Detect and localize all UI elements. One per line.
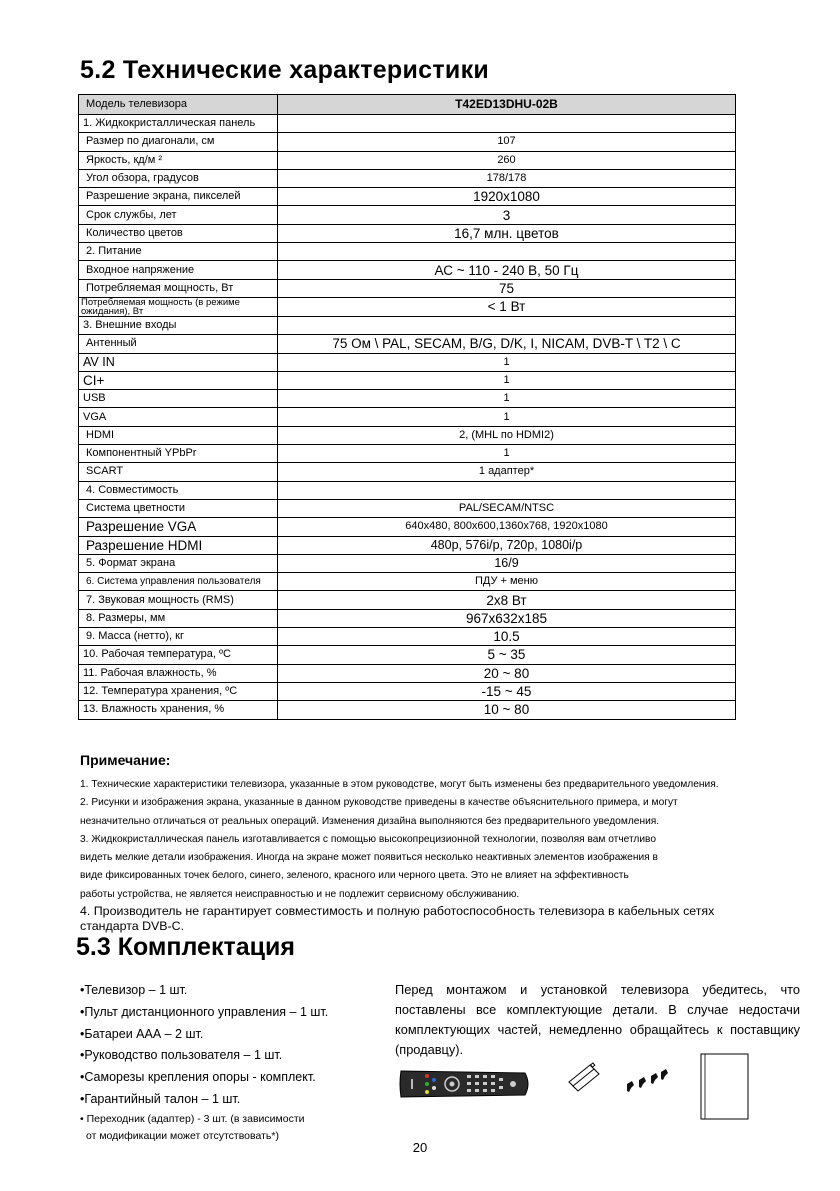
spec-label: 6. Система управления пользователя — [79, 573, 278, 591]
spec-label: 8. Размеры, мм — [79, 609, 278, 627]
spec-label: 2. Питание — [79, 243, 278, 261]
spec-value: 2x8 Вт — [278, 591, 736, 609]
batteries-icon — [566, 1062, 602, 1092]
spec-label: Яркость, кд/м ² — [79, 151, 278, 169]
spec-value: 480p, 576i/p, 720p, 1080i/p — [278, 536, 736, 554]
table-row — [79, 609, 736, 627]
remote-control-icon — [397, 1065, 532, 1103]
spec-label: 3. Внешние входы — [79, 316, 278, 334]
spec-label: 12. Температура хранения, ºС — [79, 682, 278, 700]
spec-label: VGA — [79, 408, 278, 426]
table-row — [79, 297, 736, 316]
table-row — [79, 390, 736, 408]
specs-header-model: T42ED13DHU-02B — [278, 95, 736, 115]
spec-value: 20 ~ 80 — [278, 664, 736, 682]
spec-value: 1 адаптер* — [278, 463, 736, 481]
spec-value: 5 ~ 35 — [278, 646, 736, 664]
list-item: •Руководство пользователя – 1 шт. — [80, 1048, 283, 1063]
spec-label: 7. Звуковая мощность (RMS) — [79, 591, 278, 609]
table-row — [79, 499, 736, 517]
manual-booklet-icon — [700, 1053, 750, 1121]
spec-label: 4. Совместимость — [79, 481, 278, 499]
spec-value: 16/9 — [278, 554, 736, 572]
table-row — [79, 115, 736, 133]
table-row — [79, 371, 736, 389]
note-line: 2. Рисунки и изображения экрана, указанные в данном руководстве приведены в качестве объяснительного примера, и могут — [80, 797, 678, 809]
spec-label: Потребляемая мощность, Вт — [79, 279, 278, 297]
spec-value: -15 ~ 45 — [278, 682, 736, 700]
spec-label: Компонентный YPbPr — [79, 445, 278, 463]
kit-list — [80, 980, 380, 1145]
note-line: незначительно отличаться от реальных операций. Изменения дизайна выполняются без предварительного уведомления. — [80, 815, 660, 827]
spec-value: < 1 Вт — [278, 297, 736, 316]
table-row — [79, 664, 736, 682]
note-line: 3. Жидкокристаллическая панель изготавливается с помощью высокопрецизионной технологии, позволяя вам отчетливо — [80, 833, 657, 845]
spec-label: Антенный — [79, 335, 278, 353]
spec-value — [278, 316, 736, 334]
note-line: работы устройства, не является неисправностью и не подлежит сервисному обслуживанию. — [80, 888, 520, 900]
spec-label: 11. Рабочая влажность, % — [79, 664, 278, 682]
spec-label: 1. Жидкокристаллическая панель — [79, 115, 278, 133]
spec-label: Количество цветов — [79, 224, 278, 242]
spec-label: Потребляемая мощность (в режиме ожидания), Вт — [79, 297, 278, 316]
list-item: •Телевизор – 1 шт. — [80, 983, 188, 997]
page-number: 20 — [412, 1140, 428, 1155]
notes-title: Примечание: — [80, 752, 171, 768]
table-row — [79, 701, 736, 719]
spec-value: 2, (MHL по HDMI2) — [278, 426, 736, 444]
spec-label: Система цветности — [79, 499, 278, 517]
table-row — [79, 554, 736, 572]
spec-value: 75 — [278, 279, 736, 297]
table-row — [79, 151, 736, 169]
specs-header-row — [79, 95, 736, 115]
section-kit-title: 5.3 Комплектация — [76, 933, 295, 961]
spec-label: AV IN — [79, 353, 278, 371]
notes-block — [80, 776, 800, 934]
table-row — [79, 463, 736, 481]
table-row — [79, 481, 736, 499]
spec-label: HDMI — [79, 426, 278, 444]
table-row — [79, 133, 736, 151]
table-row — [79, 408, 736, 426]
note-line: 1. Технические характеристики телевизора, указанные в этом руководстве, могут быть изменены без предварительного уведомления. — [80, 779, 719, 790]
table-row — [79, 573, 736, 591]
table-row — [79, 261, 736, 279]
spec-value: ПДУ + меню — [278, 573, 736, 591]
table-row — [79, 316, 736, 334]
spec-value: АС ~ 110 - 240 В, 50 Гц — [278, 261, 736, 279]
spec-value: PAL/SECAM/NTSC — [278, 499, 736, 517]
kit-note: Перед монтажом и установкой телевизора убедитесь, что поставлены все комплектующие детали. В случае недостачи комплектующих частей, немедленно обращайтесь к поставщику (продавцу). — [395, 982, 800, 1057]
spec-value: 3 — [278, 206, 736, 224]
table-row — [79, 169, 736, 187]
spec-value: 1920x1080 — [278, 188, 736, 206]
spec-value: 107 — [278, 133, 736, 151]
spec-label: 5. Формат экрана — [79, 554, 278, 572]
spec-value: 1 — [278, 408, 736, 426]
list-item-adapter-cont: от модификации может отсутствовать*) — [86, 1129, 279, 1142]
list-item: •Пульт дистанционного управления – 1 шт. — [80, 1004, 329, 1019]
spec-value — [278, 115, 736, 133]
spec-value: 260 — [278, 151, 736, 169]
spec-label: CI+ — [79, 371, 278, 389]
table-row — [79, 224, 736, 242]
spec-label: SCART — [79, 463, 278, 481]
spec-label: Угол обзора, градусов — [79, 169, 278, 187]
note-line: виде фиксированных точек белого, синего, зеленого, красного или черного цвета. Это не влияет на эффективность — [80, 870, 629, 882]
table-row — [79, 628, 736, 646]
spec-label: 10. Рабочая температура, ºС — [79, 646, 278, 664]
table-row — [79, 591, 736, 609]
note-line: видеть мелкие детали изображения. Иногда на экране может появиться несколько неактивных элементов изображения в — [80, 852, 658, 864]
table-row — [79, 243, 736, 261]
list-item: •Саморезы крепления опоры - комплект. — [80, 1070, 316, 1085]
spec-label: 13. Влажность хранения, % — [79, 701, 278, 719]
spec-value: 1 — [278, 353, 736, 371]
list-item: •Батареи ААА – 2 шт. — [80, 1026, 204, 1041]
note-line-4: 4. Производитель не гарантирует совместимость и полную работоспособность телевизора в кабельных сетях стандарта DVB-C. — [80, 904, 715, 934]
spec-value — [278, 481, 736, 499]
spec-value: 10.5 — [278, 628, 736, 646]
spec-label: USB — [79, 390, 278, 408]
table-row — [79, 353, 736, 371]
spec-label: Разрешение VGA — [79, 518, 278, 536]
specs-table — [78, 94, 736, 720]
table-row — [79, 445, 736, 463]
table-row — [79, 682, 736, 700]
table-row — [79, 426, 736, 444]
table-row — [79, 279, 736, 297]
list-item: •Гарантийный талон – 1 шт. — [80, 1091, 241, 1106]
spec-label: 9. Масса (нетто), кг — [79, 628, 278, 646]
spec-value — [278, 243, 736, 261]
table-row — [79, 206, 736, 224]
list-item-adapter: • Переходник (адаптер) - 3 шт. (в зависимости — [80, 1112, 305, 1125]
table-row — [79, 536, 736, 554]
table-row — [79, 646, 736, 664]
spec-label: Срок службы, лет — [79, 206, 278, 224]
spec-value: 10 ~ 80 — [278, 701, 736, 719]
spec-label: Входное напряжение — [79, 261, 278, 279]
spec-value: 967x632x185 — [278, 609, 736, 627]
spec-value: 1 — [278, 445, 736, 463]
table-row — [79, 335, 736, 353]
table-row — [79, 188, 736, 206]
specs-header-label: Модель телевизора — [79, 95, 278, 115]
spec-value: 640x480, 800x600,1360x768, 1920x1080 — [278, 518, 736, 536]
screws-icon — [624, 1068, 670, 1094]
section-specs-title: 5.2 Технические характеристики — [80, 56, 490, 84]
spec-value: 75 Ом \ PAL, SECAM, B/G, D/K, I, NICAM, DVB-T \ T2 \ C — [278, 335, 736, 353]
spec-value: 16,7 млн. цветов — [278, 224, 736, 242]
spec-value: 178/178 — [278, 169, 736, 187]
spec-label: Разрешение экрана, пикселей — [79, 188, 278, 206]
spec-value: 1 — [278, 390, 736, 408]
table-row — [79, 518, 736, 536]
spec-label: Разрешение HDMI — [79, 536, 278, 554]
spec-value: 1 — [278, 371, 736, 389]
spec-label: Размер по диагонали, см — [79, 133, 278, 151]
